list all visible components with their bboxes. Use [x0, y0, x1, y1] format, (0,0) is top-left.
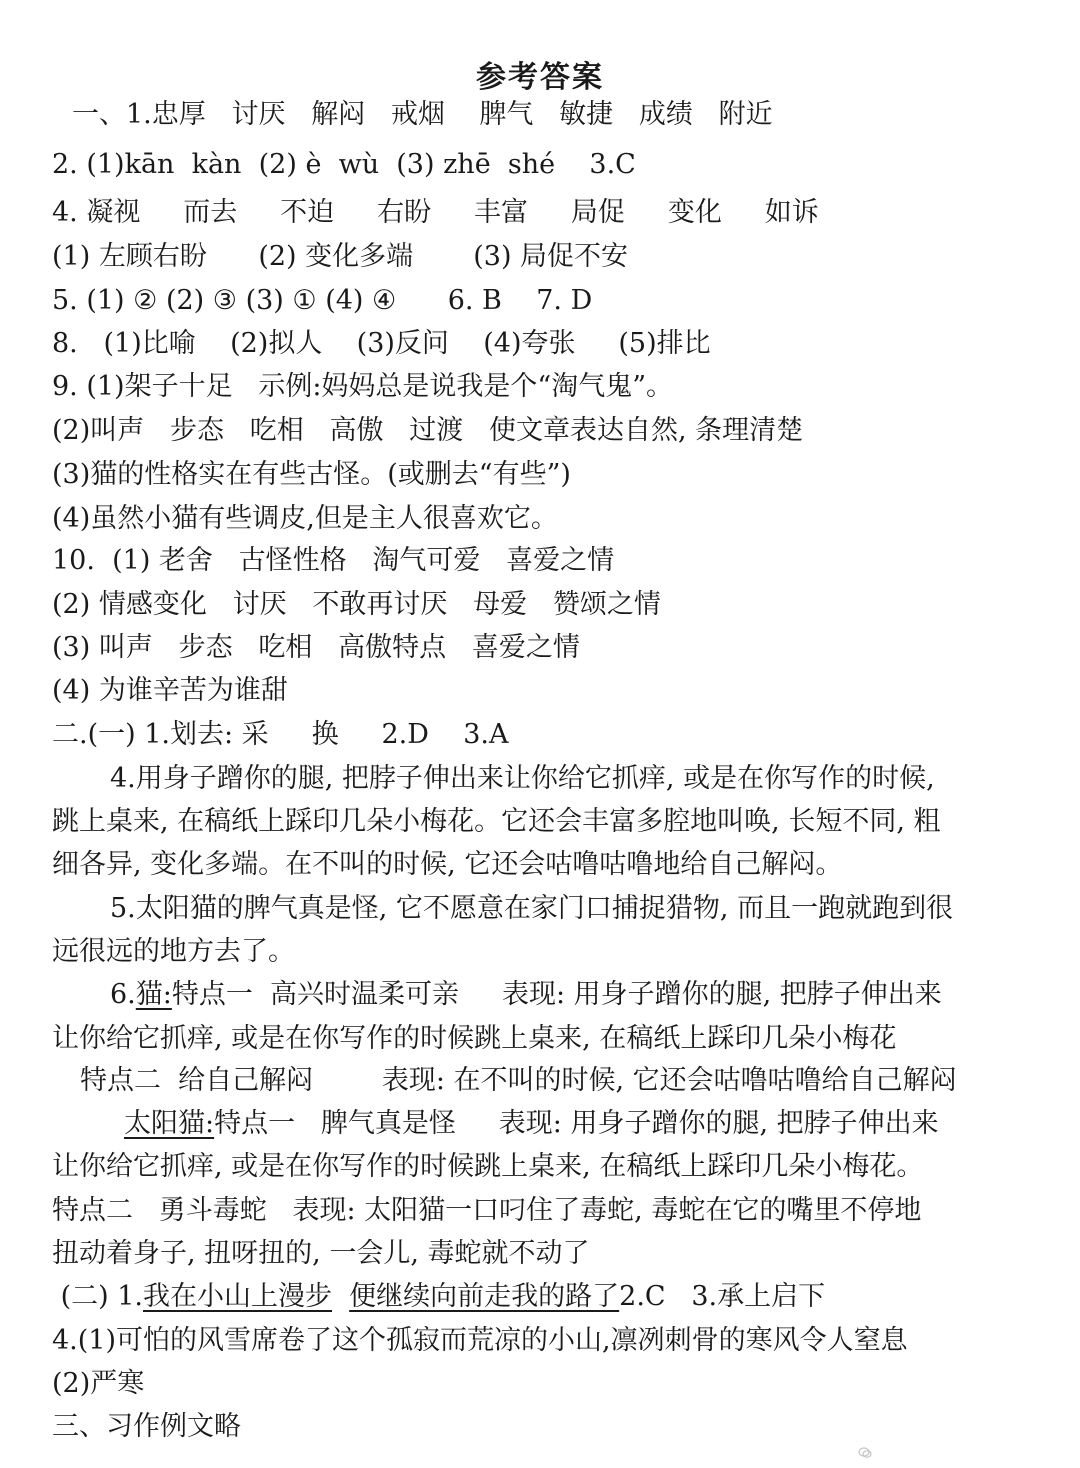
line-21-number: 6. — [110, 979, 136, 1010]
answer-line-13: (3) 叫声 步态 吃相 高傲特点 喜爱之情 — [52, 632, 580, 663]
underlined-phrase-2: 便继续向前走我的路了 — [349, 1281, 620, 1312]
answer-line-28 — [52, 1280, 825, 1314]
line-28-gap — [332, 1281, 349, 1312]
line-28-prefix: (二) 1. — [52, 1281, 143, 1312]
answer-line-15: 二.(一) 1.划去: 采 换 2.D 3.A — [52, 719, 509, 750]
answer-line-19: 5.太阳猫的脾气真是怪, 它不愿意在家门口捕捉猎物, 而且一跑就跑到很 — [110, 893, 954, 924]
answer-line-24 — [124, 1107, 939, 1141]
line-28-suffix: 2.C 3.承上启下 — [619, 1281, 826, 1312]
answer-line-5: 5. (1) ② (2) ③ (3) ① (4) ④ 6. B 7. D — [52, 285, 593, 316]
answer-line-10: (4)虽然小猫有些调皮,但是主人很喜欢它。 — [52, 503, 558, 534]
answer-line-1: 一、1.忠厚 讨厌 解闷 戒烟 脾气 敏捷 成绩 附近 — [72, 99, 773, 130]
answer-line-22: 让你给它抓痒, 或是在你写作的时候跳上桌来, 在稿纸上踩印几朵小梅花 — [52, 1023, 897, 1054]
answer-line-21 — [110, 978, 942, 1012]
underlined-phrase-1: 我在小山上漫步 — [143, 1281, 332, 1312]
line-24-text: 特点一 脾气真是怪 表现: 用身子蹭你的腿, 把脖子伸出来 — [214, 1108, 939, 1139]
answer-line-29: 4.(1)可怕的风雪席卷了这个孤寂而荒凉的小山,凛冽刺骨的寒风令人窒息 — [52, 1325, 908, 1356]
answer-line-6: 8. (1)比喻 (2)拟人 (3)反问 (4)夸张 (5)排比 — [52, 328, 711, 359]
answer-line-18: 细各异, 变化多端。在不叫的时候, 它还会咕噜咕噜地给自己解闷。 — [52, 849, 843, 880]
answer-line-3: 4. 凝视 而去 不迫 右盼 丰富 局促 变化 如诉 — [52, 197, 819, 228]
answer-line-17: 跳上桌来, 在稿纸上踩印几朵小梅花。它还会丰富多腔地叫唤, 长短不同, 粗 — [52, 806, 941, 837]
underlined-cat-label: 猫: — [135, 979, 172, 1010]
answer-line-12: (2) 情感变化 讨厌 不敢再讨厌 母爱 赞颂之情 — [52, 589, 661, 620]
underlined-sun-cat-label: 太阳猫: — [124, 1108, 215, 1139]
answer-line-9: (3)猫的性格实在有些古怪。(或删去“有些”) — [52, 459, 571, 490]
answer-line-7: 9. (1)架子十足 示例:妈妈总是说我是个“淘气鬼”。 — [52, 371, 674, 402]
answer-line-2: 2. (1)kān kàn (2) è wù (3) zhē shé 3.C — [52, 149, 636, 180]
answer-line-11: 10. (1) 老舍 古怪性格 淘气可爱 喜爱之情 — [52, 545, 615, 576]
answer-line-23: 特点二 给自己解闷 表现: 在不叫的时候, 它还会咕噜咕噜给自己解闷 — [80, 1065, 957, 1096]
answer-line-16: 4.用身子蹭你的腿, 把脖子伸出来让你给它抓痒, 或是在你写作的时候, — [110, 763, 935, 794]
watermark-chat-icon — [858, 1447, 872, 1459]
answer-line-31: 三、习作例文略 — [52, 1411, 241, 1442]
answer-line-4: (1) 左顾右盼 (2) 变化多端 (3) 局促不安 — [52, 241, 629, 272]
answer-line-26: 特点二 勇斗毒蛇 表现: 太阳猫一口叼住了毒蛇, 毒蛇在它的嘴里不停地 — [52, 1195, 922, 1226]
answer-line-8: (2)叫声 步态 吃相 高傲 过渡 使文章表达自然, 条理清楚 — [52, 415, 804, 446]
line-21-text: 特点一 高兴时温柔可亲 表现: 用身子蹭你的腿, 把脖子伸出来 — [171, 979, 942, 1010]
page-title: 参考答案 — [476, 60, 604, 95]
answer-line-30: (2)严寒 — [52, 1368, 145, 1399]
answer-line-14: (4) 为谁辛苦为谁甜 — [52, 675, 288, 706]
answer-line-25: 让你给它抓痒, 或是在你写作的时候跳上桌来, 在稿纸上踩印几朵小梅花。 — [52, 1151, 924, 1182]
answer-line-20: 远很远的地方去了。 — [52, 936, 295, 967]
answer-line-27: 扭动着身子, 扭呀扭的, 一会儿, 毒蛇就不动了 — [52, 1238, 590, 1269]
